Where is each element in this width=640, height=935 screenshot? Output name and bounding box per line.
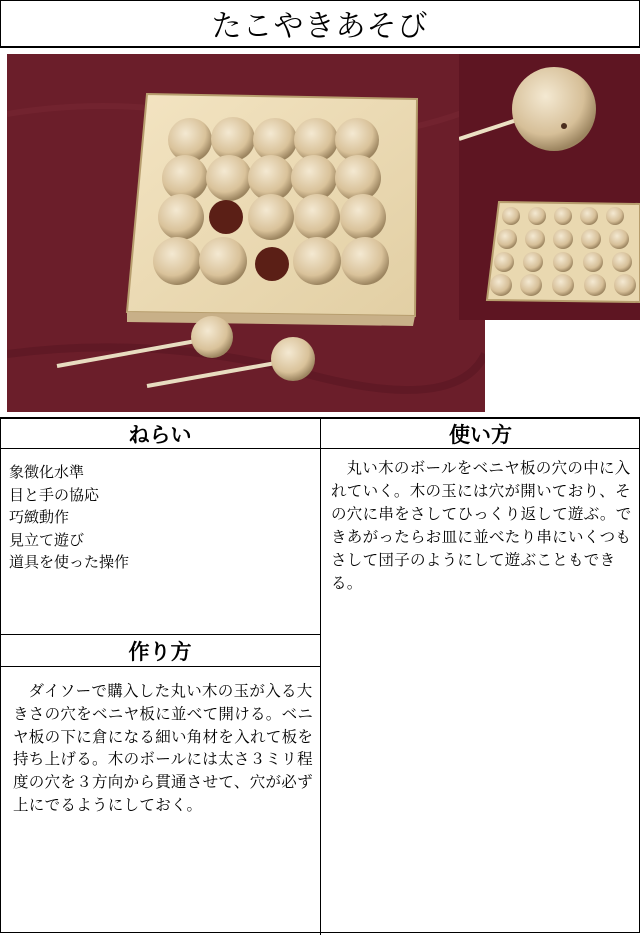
how-to-make-text: ダイソーで購入した丸い木の玉が入る大きさの穴をベニヤ板に並べて開ける。ベニヤ板の下に倉になる細い角材を入れて板を持ち上げる。木のボールには太さ３ミリ程度の穴を３方向から貫通させて、穴が必ず上にでるようにしておく。 (13, 682, 314, 814)
how-to-use-heading: 使い方 (321, 419, 640, 449)
aims-list (0, 449, 320, 574)
ball-on-stick-and-board-photo (459, 54, 640, 320)
aims-heading: ねらい (0, 419, 320, 449)
content-section (0, 417, 640, 935)
photo-area (0, 48, 640, 417)
list-item: 象徴化水準 (9, 463, 85, 481)
page-title: たこやきあそび (0, 0, 640, 48)
how-to-use-text: 丸い木のボールをベニヤ板の穴の中に入れていく。木の玉には穴が開いており、その穴に串をさしてひっくり返して遊ぶ。できあがったらお皿に並べたり串にいくつもさして団子のようにして遊ぶこともできる。 (331, 459, 632, 592)
list-item: 見立て遊び (9, 530, 85, 549)
list-item: 目と手の協応 (9, 485, 100, 504)
right-column (321, 419, 640, 935)
list-item: 道具を使った操作 (9, 553, 130, 571)
wooden-board-with-balls-photo (7, 54, 485, 412)
how-to-make-heading: 作り方 (0, 634, 320, 667)
list-item: 巧緻動作 (9, 508, 70, 526)
left-column (0, 419, 321, 935)
